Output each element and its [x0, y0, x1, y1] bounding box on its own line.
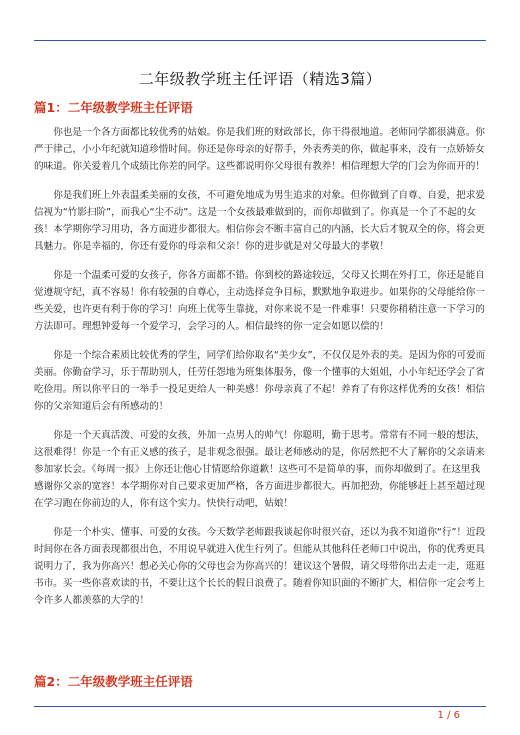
section-heading-2: 篇2：二年级教学班主任评语	[34, 674, 193, 689]
paragraph-1: 你也是一个各方面都比较优秀的姑娘。你是我们班的财政部长，你干得很地道。老师同学都很满意。你严于律己，小小年纪就知道珍惜时间。你还是你母亲的好帮手，外表秀美的你，做起事来，没有一点娇娇女的味道。你关爱着几个成绩比你差的同学。这些都说明你父母很有教养！相信理想大学的门会为你而开的！	[34, 127, 485, 172]
header-rule	[34, 40, 486, 41]
section-heading-1: 篇1：二年级教学班主任评语	[34, 100, 193, 115]
document-title: 二年级教学班主任评语（精选3篇）	[138, 70, 382, 88]
paragraph-6: 你是一个朴实、懂事、可爱的女孩。今天数学老师跟我谈起你时很兴奋，还以为我不知道你“行”！近段时间你在各方面表现都很出色，不用说早就进入优生行列了。但能从其他科任老师口中说出，你的优秀更具说明力了，我为你高兴！想必关心你的父母也会为你高兴的！建议这个暑假，请父母带你出去走一走，逛逛书市。买一些你喜欢读的书，不要让这个长长的假日浪费了。随着你知识面的不断扩大，相信你一定会考上令许多人都羡慕的大学的！	[34, 527, 486, 606]
paragraph-4: 你是一个综合素质比较优秀的学生，同学们给你取名“美少女”，不仅仅是外表的美。是因为你的可爱而美丽。你勤奋学习，乐于帮助别人，任劳任怨地为班集体服务，像一个懂事的大姐姐，小小年纪还学会了省吃俭用。所以你平日的一举手一投足更给人一种美感！你母亲真了不起！养育了有你这样优秀的女孩！相信你的父亲知道后会有所感动的！	[34, 350, 486, 412]
document-body	[34, 124, 487, 621]
page-number: 1 / 6	[437, 710, 460, 721]
footer-rule	[34, 706, 486, 707]
paragraph-3: 你是一个温柔可爱的女孩子，你各方面都不错。你到校的路途较远，父母又长期在外打工，你还是能自觉遵规守纪，真不容易！你有较强的自尊心，主动选择竞争目标，默默地争取进步。如果你的父母能给你一些关爱，也许更有利于你的学习！向班上优等生靠拢，对你来说不是一件难事！只要你稍稍注意一下学习的方法即可。理想钟爱每一个爱学习，会学习的人。相信最终的你一定会如愿以偿的！	[34, 270, 485, 332]
paragraph-2: 你是我们班上外表温柔美丽的女孩，不可避免地成为男生追求的对象。但你做到了自尊、自爱，把求爱信视为“竹影扫阶”，而我心“尘不动”。这是一个女孩最难做到的，而你却做到了。你真是一个了不起的女孩！本学期你学习用功，各方面进步都很大。相信你会不断丰富自己的内涵，长大后才貌双全的你，将会更具魅力。你是幸福的，你还有爱你的母亲和父亲！你的进步就是对父母最大的孝敬！	[34, 190, 485, 252]
paragraph-5: 你是一个天真活泼、可爱的女孩，外加一点男人的帅气！你聪明，勤于思考。常常有不同一般的想法，这很难得！你是一个有正义感的孩子，是非观念很强。最让老师感动的是，你居然把不大了解你的父亲请来参加家长会。《每周一报》上你还让他心甘情愿给你道歉！这些可不是简单的事，而你却做到了。在这里我感谢你父亲的宽容！本学期你对自己要求更加严格，各方面进步都很大。再加把劲，你能够赶上甚至超过现在学习跑在你前边的人，你有这个实力。快快行动吧，姑娘！	[34, 430, 485, 509]
